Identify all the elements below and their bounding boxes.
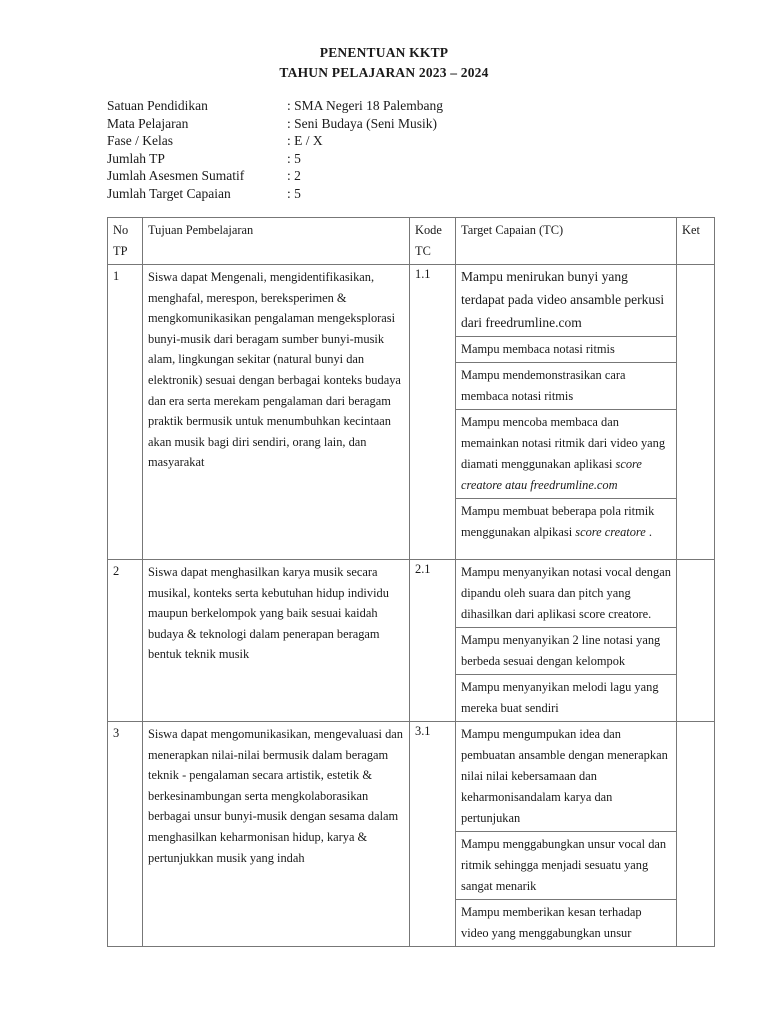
tp-number: 3 [108,722,143,947]
header-no-tp: No TP [108,218,143,265]
kode-tc-cell: 1.1 [410,265,456,560]
meta-row-jumlah-tp [107,150,443,168]
header-kode-tc: Kode TC [410,218,456,265]
target-cell: Mampu mengumpukan idea dan pembuatan ansamble dengan menerapkan nilai nilai kebersamaan dan keharmonisandalam karya dan pertunjukan [456,722,677,832]
target-italic: score creatore [575,525,646,539]
target-text: Mampu mencoba membaca dan memainkan notasi ritmik dari video yang diamati menggunakan aplikasi [461,415,666,471]
meta-row-asesmen [107,167,443,185]
meta-row-target [107,185,443,203]
ket-cell [677,265,715,560]
target-cell: Mampu menirukan bunyi yang terdapat pada video ansamble perkusi dari freedrumline.com [456,265,677,337]
tp-number: 2 [108,560,143,722]
document-subtitle: TAHUN PELAJARAN 2023 – 2024 [279,65,489,80]
target-cell: Mampu memberikan kesan terhadap video yang menggabungkan unsur [456,900,677,947]
meta-value: : SMA Negeri 18 Palembang [287,97,443,115]
meta-row-mapel [107,115,443,133]
table-row [108,265,715,337]
table-row [108,722,715,832]
target-cell: Mampu menyanyikan melodi lagu yang mereka buat sendiri [456,675,677,722]
target-cell [456,410,677,499]
meta-label: Fase / Kelas [107,133,173,148]
target-cell: Mampu membaca notasi ritmis [456,337,677,363]
ket-cell [677,722,715,947]
meta-label: Jumlah TP [107,150,165,166]
meta-value: : E / X [287,132,323,150]
meta-value: : Seni Budaya (Seni Musik) [287,115,437,133]
meta-value: : 2 [287,167,301,185]
meta-row-satuan [107,97,443,115]
target-cell: Mampu mendemonstrasikan cara membaca notasi ritmis [456,363,677,410]
target-text: Mampu membuat beberapa pola ritmik menggunakan alpikasi [461,504,655,539]
table-row [108,560,715,628]
meta-row-fase [107,132,443,150]
tp-number: 1 [108,265,143,560]
meta-label: Satuan Pendidikan [107,98,208,113]
target-cell: Mampu menyanyikan 2 line notasi yang berbeda sesuai dengan kelompok [456,628,677,675]
tujuan-cell: Siswa dapat mengomunikasikan, mengevaluasi dan menerapkan nilai-nilai bermusik dalam beragam teknik - pengalaman secara artistik, estetik & berkesinambungan serta mengkolaborasikan berbagai unsur bunyi-musik dengan sesama dalam menghasilkan keharmonisan hidup, karya & pertunjukkan musik yang indah [143,722,410,947]
kode-tc-cell: 2.1 [410,560,456,722]
meta-value: : 5 [287,185,301,203]
meta-label: Jumlah Target Capaian [107,185,231,201]
target-cell [456,499,677,560]
meta-label: Jumlah Asesmen Sumatif [107,168,245,183]
tujuan-cell: Siswa dapat menghasilkan karya musik secara musikal, konteks serta kebutuhan hidup individu maupun berkelompok yang baik sesuai kaidah budaya & teknologi dalam penerapan beragam bentuk teknik musik [143,560,410,722]
document-title: PENENTUAN KKTP [319,45,449,60]
target-italic: score creatore atau freedrumline.com [461,457,642,492]
kktp-table [107,217,715,947]
target-tail: . [645,525,652,539]
identity-block [107,97,443,202]
table-header-row [108,218,715,265]
target-cell: Mampu menggabungkan unsur vocal dan ritmik sehingga menjadi sesuatu yang sangat menarik [456,832,677,900]
target-cell: Mampu menyanyikan notasi vocal dengan dipandu oleh suara dan pitch yang dihasilkan dari aplikasi score creatore. [456,560,677,628]
kode-tc-cell: 3.1 [410,722,456,947]
header-ket: Ket [677,218,715,265]
meta-value: : 5 [287,150,301,168]
tujuan-cell: Siswa dapat Mengenali, mengidentifikasikan, menghafal, merespon, bereksperimen & mengkomunikasikan pengalaman mengeksplorasi bunyi-musik dari beragam sumber bunyi-musik alam, lingkungan sekitar (natural bunyi dan elektronik) sesuai dengan berbagai konteks budaya dan era serta merekam pengalaman dari beragam praktik bermusik untuk menumbuhkan kecintaan akan musik bagi diri sendiri, orang lain, dan masyarakat [143,265,410,560]
meta-label: Mata Pelajaran [107,115,189,131]
ket-cell [677,560,715,722]
header-target: Target Capaian (TC) [456,218,677,265]
header-tujuan: Tujuan Pembelajaran [143,218,410,265]
